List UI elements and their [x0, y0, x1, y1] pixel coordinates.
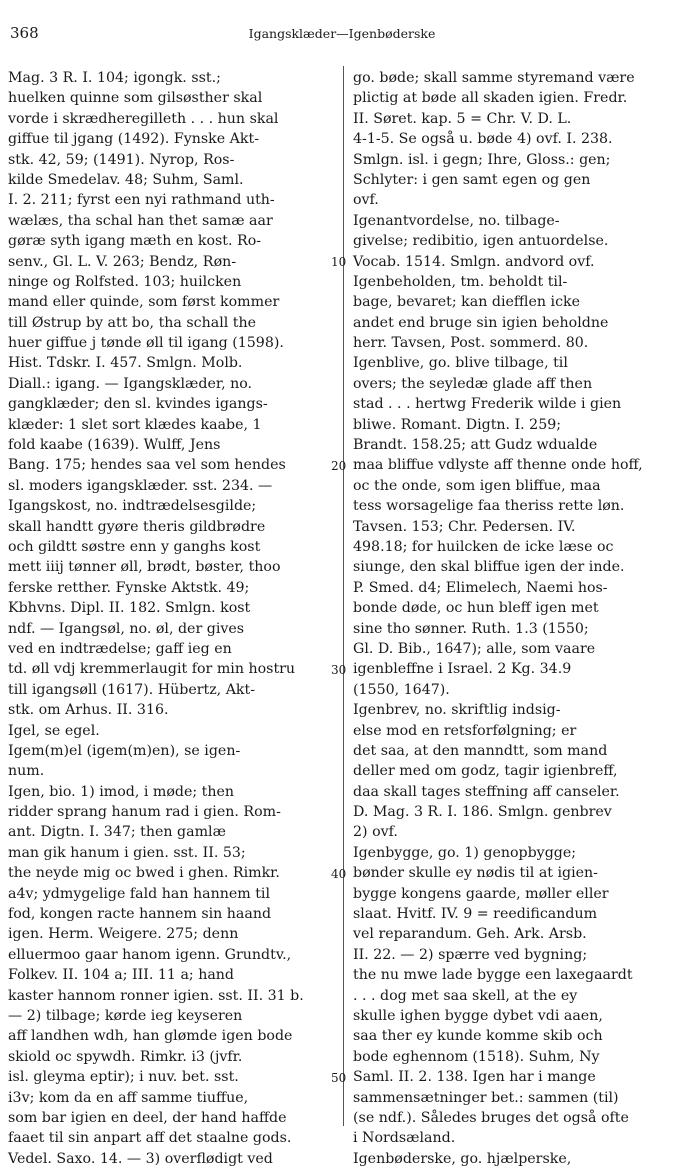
- text-line: — 2) tilbage; kørde ieg keyseren: [8, 1007, 243, 1024]
- text-line: giffue til jgang (1492). Fynske Akt-: [8, 131, 260, 148]
- line-number: 30: [331, 662, 347, 677]
- text-line: bonde døde, oc hun bleff igen met: [353, 600, 599, 617]
- text-line: mett iiij tønner øll, brødt, bøster, thoo: [8, 559, 281, 576]
- text-line: ved en indtrædelse; gaff ieg en: [8, 640, 232, 657]
- left-column: [8, 68, 338, 1167]
- text-line: Igenbeholden, tm. beholdt til-: [353, 273, 568, 290]
- text-line: Hist. Tdskr. I. 457. Smlgn. Molb.: [8, 355, 243, 372]
- text-line: Vocab. 1514. Smlgn. andvord ovf.: [353, 253, 595, 270]
- text-line: senv., Gl. L. V. 263; Bendz, Røn-: [8, 253, 237, 270]
- text-line: Bang. 175; hendes saa vel som hendes: [8, 457, 286, 474]
- text-line: Igenbøderske, go. hjælperske,: [353, 1150, 572, 1167]
- text-line: vel reparandum. Geh. Ark. Arsb.: [353, 926, 587, 943]
- text-line: oc the onde, som igen bliffue, maa: [353, 477, 601, 494]
- text-line: bønder skulle ey nødis til at igien-: [353, 865, 598, 882]
- column-divider: [343, 66, 344, 1126]
- text-line: wælæs, tha schal han thet samæ aar: [8, 212, 273, 229]
- text-line: herr. Tavsen, Post. sommerd. 80.: [353, 335, 589, 352]
- text-line: skiold oc spywdh. Rimkr. i3 (jvfr.: [8, 1048, 243, 1065]
- text-line: stk. 42, 59; (1491). Nyrop, Ros-: [8, 151, 235, 168]
- text-line: P. Smed. d4; Elimelech, Naemi hos-: [353, 579, 608, 596]
- text-line: sl. moders igangsklæder. sst. 234. —: [8, 477, 273, 494]
- page-number: 368: [10, 24, 39, 42]
- text-line: I. 2. 211; fyrst een nyi rathmand uth-: [8, 192, 275, 209]
- text-line: givelse; redibitio, igen antuordelse.: [353, 233, 609, 250]
- text-line: bage, bevaret; kan diefflen icke: [353, 294, 581, 311]
- right-column: [353, 68, 683, 1167]
- text-line: 498.18; for huilcken de icke læse oc: [353, 538, 614, 555]
- text-line: daa skall tages steffning aff canseler.: [353, 783, 620, 800]
- text-line: gøræ syth igang mæth en kost. Ro-: [8, 233, 262, 250]
- text-line: och gildtt søstre enn y ganghs kost: [8, 538, 261, 555]
- text-line: Vedel. Saxo. 14. — 3) overflødigt ved: [8, 1150, 273, 1167]
- text-line: II. 22. — 2) spærre ved bygning;: [353, 946, 588, 963]
- text-line: Igenblive, go. blive tilbage, til: [353, 355, 568, 372]
- text-line: the nu mwe lade bygge een laxegaardt: [353, 967, 633, 984]
- text-line: II. Søret. kap. 5 = Chr. V. D. L.: [353, 110, 572, 127]
- text-line: else mod en retsforfølgning; er: [353, 722, 577, 739]
- text-line: vorde i skrædheregilleth . . . hun skal: [8, 110, 279, 127]
- text-line: huelken quinne som gilsøsther skal: [8, 90, 263, 107]
- text-line: sammensætninger bet.: sammen (til): [353, 1089, 619, 1106]
- text-line: kaster hannom ronner igien. sst. II. 31 b.: [8, 987, 304, 1004]
- text-line: Gl. D. Bib., 1647); alle, som vaare: [353, 640, 596, 657]
- text-line: Smlgn. isl. i gegn; Ihre, Gloss.: gen;: [353, 151, 611, 168]
- text-line: plictig at bøde all skaden igien. Fredr.: [353, 90, 628, 107]
- text-line: klæder: 1 slet sort klædes kaabe, 1: [8, 416, 262, 433]
- text-line: overs; the seyledæ glade aff then: [353, 375, 593, 392]
- text-line: ridder sprang hanum rad i gien. Rom-: [8, 804, 281, 821]
- text-line: Igel, se egel.: [8, 722, 100, 739]
- text-line: fold kaabe (1639). Wulff, Jens: [8, 437, 221, 454]
- text-line: num.: [8, 763, 45, 780]
- text-line: fod, kongen racte hannem sin haand: [8, 906, 272, 923]
- text-line: som bar igien en deel, der hand haffde: [8, 1109, 287, 1126]
- text-line: det saa, at den manndtt, som mand: [353, 742, 608, 759]
- text-line: man gik hanum i gien. sst. II. 53;: [8, 844, 246, 861]
- running-title: Igangsklæder—Igenbøderske: [248, 26, 436, 41]
- text-line: elluermoo gaar hanom igenn. Grundtv.,: [8, 946, 292, 963]
- text-line: Igenbrev, no. skriftlig indsig-: [353, 702, 561, 719]
- text-line: Brandt. 158.25; att Gudz wdualde: [353, 437, 598, 454]
- text-line: kilde Smedelav. 48; Suhm, Saml.: [8, 171, 244, 188]
- text-line: Mag. 3 R. I. 104; igongk. sst.;: [8, 70, 221, 86]
- text-line: till Østrup by att bo, tha schall the: [8, 314, 257, 331]
- text-line: D. Mag. 3 R. I. 186. Smlgn. genbrev: [353, 804, 612, 821]
- text-line: the neyde mig oc bwed i ghen. Rimkr.: [8, 865, 280, 882]
- text-line: skall handtt gyøre theris gildbrødre: [8, 518, 266, 535]
- text-line: Diall.: igang. — Igangsklæder, no.: [8, 375, 253, 392]
- text-line: aff landhen wdh, han glømde igen bode: [8, 1028, 293, 1045]
- text-line: (se ndf.). Således bruges det også ofte: [353, 1109, 629, 1126]
- text-line: slaat. Hvitf. IV. 9 = reedificandum: [353, 906, 598, 923]
- line-number: 20: [331, 458, 347, 473]
- text-line: isl. gleyma eptir); i nuv. bet. sst.: [8, 1069, 239, 1086]
- text-line: mand eller quinde, som først kommer: [8, 294, 280, 311]
- text-line: bliwe. Romant. Digtn. I. 259;: [353, 416, 562, 433]
- text-line: Igen, bio. 1) imod, i møde; then: [8, 783, 235, 800]
- line-number: 50: [331, 1070, 347, 1085]
- text-line: skulle ighen bygge dybet vdi aaen,: [353, 1007, 603, 1024]
- text-line: Folkev. II. 104 a; III. 11 a; hand: [8, 967, 235, 984]
- text-line: Igenantvordelse, no. tilbage-: [353, 212, 560, 229]
- text-line: igenbleffne i Israel. 2 Kg. 34.9: [353, 661, 572, 678]
- text-line: td. øll vdj kremmerlaugit for min hostru: [8, 661, 296, 678]
- text-line: stad . . . hertwg Frederik wilde i gien: [353, 396, 622, 413]
- text-line: Tavsen. 153; Chr. Pedersen. IV.: [353, 518, 576, 535]
- text-line: deller med om godz, tagir igienbreff,: [353, 763, 618, 780]
- text-line: Kbhvns. Dipl. II. 182. Smlgn. kost: [8, 600, 251, 617]
- text-line: 2) ovf.: [353, 824, 398, 841]
- page-header: [0, 8, 684, 48]
- line-number: 40: [331, 866, 347, 881]
- text-line: Igenbygge, go. 1) genopbygge;: [353, 844, 577, 861]
- text-line: Igem(m)el (igem(m)en), se igen-: [8, 742, 241, 759]
- text-line: ovf.: [353, 192, 379, 209]
- text-line: ndf. — Igangsøl, no. øl, der gives: [8, 620, 245, 637]
- text-line: (1550, 1647).: [353, 681, 450, 698]
- text-line: tess worsagelige faa theriss rette løn.: [353, 498, 625, 515]
- text-line: ferske retther. Fynske Aktstk. 49;: [8, 579, 250, 596]
- text-line: igen. Herm. Weigere. 275; denn: [8, 926, 239, 943]
- text-line: 4-1-5. Se også u. bøde 4) ovf. I. 238.: [353, 131, 613, 148]
- text-line: Saml. II. 2. 138. Igen har i mange: [353, 1069, 596, 1086]
- text-line: Schlyter: i gen samt egen og gen: [353, 171, 591, 188]
- text-line: stk. om Arhus. II. 316.: [8, 702, 169, 719]
- text-line: i Nordsæland.: [353, 1130, 456, 1147]
- text-line: till igangsøll (1617). Hübertz, Akt-: [8, 681, 256, 698]
- text-line: maa bliffue vdlyste aff thenne onde hoff,: [353, 457, 643, 474]
- text-line: siunge, den skal bliffue igen der inde.: [353, 559, 625, 576]
- text-line: ninge og Rolfsted. 103; huilcken: [8, 273, 242, 290]
- text-line: andet end bruge sin igien beholdne: [353, 314, 609, 331]
- text-line: faaet til sin anpart aff det staalne gods.: [8, 1130, 292, 1147]
- text-line: a4v; ydmygelige fald han hannem til: [8, 885, 270, 902]
- text-line: saa ther ey kunde komme skib och: [353, 1028, 603, 1045]
- text-line: Igangskost, no. indtrædelsesgilde;: [8, 498, 257, 515]
- text-line: gangklæder; den sl. kvindes igangs-: [8, 396, 268, 413]
- text-line: i3v; kom da en aff samme tiuffue,: [8, 1089, 249, 1106]
- text-line: bygge kongens gaarde, møller eller: [353, 885, 609, 902]
- line-number: 10: [331, 254, 347, 269]
- text-line: ant. Digtn. I. 347; then gamlæ: [8, 824, 226, 841]
- text-line: . . . dog met saa skell, at the ey: [353, 987, 578, 1004]
- text-line: go. bøde; skall samme styremand være: [353, 70, 635, 86]
- text-line: huer giffue j tønde øll til igang (1598).: [8, 335, 284, 352]
- text-line: bode eghennom (1518). Suhm, Ny: [353, 1048, 600, 1065]
- text-line: sine tho sønner. Ruth. 1.3 (1550;: [353, 620, 589, 637]
